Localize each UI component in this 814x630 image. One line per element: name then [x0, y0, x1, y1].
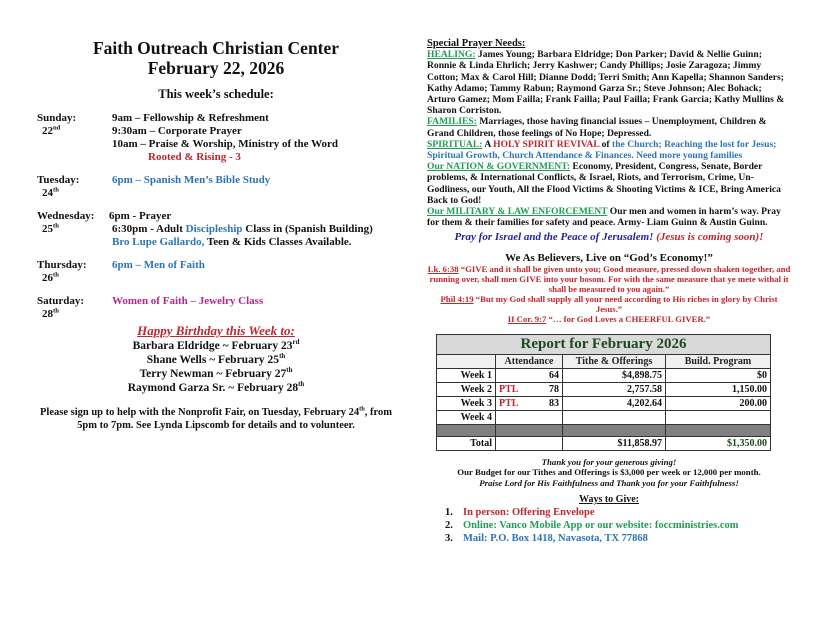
- prayer-families: FAMILIES: Marriages, those having financial issues – Unemployment, Children & Grand Children, those feelings of No Hope; Depressed.: [427, 116, 767, 139]
- schedule-line: 6pm – Men of Faith: [112, 259, 205, 271]
- schedule-thursday: [30, 259, 402, 285]
- day-date: 28th: [42, 307, 59, 320]
- day-date: 25th: [42, 222, 59, 235]
- schedule-line: 9am – Fellowship & Refreshment: [112, 112, 269, 124]
- report-header-row: [437, 354, 771, 368]
- day-date: 24th: [42, 186, 59, 199]
- prayer-nation: Our NATION & GOVERNMENT: Economy, President, Congress, Senate, Border problems, & International Conflicts, & Israel, Riots, and Terrorism, Crime, Un-Godliness, our Youth, All the Flood Victims & Shooting Victims & ICE, Bring America Back to God!: [427, 161, 781, 206]
- birthday-item: Barbara Eldridge ~ February 23rd: [132, 339, 300, 352]
- way-item: 2. Online: Vanco Mobile App or our website: foccministries.com: [445, 519, 739, 531]
- schedule-series: Rooted & Rising - 3: [148, 151, 241, 163]
- birthday-list: [30, 339, 402, 395]
- weekly-schedule: [30, 112, 402, 321]
- table-row: [437, 410, 771, 424]
- build-cell: $0: [666, 368, 771, 382]
- prayer-heading: Special Prayer Needs:: [427, 38, 526, 49]
- day-name: Sunday:: [37, 112, 77, 124]
- day-name: Tuesday:: [37, 174, 80, 186]
- thanks-note: Thank you for your generous giving!: [541, 456, 677, 467]
- separator-row: [437, 424, 771, 436]
- column-header: Build. Program: [666, 354, 771, 368]
- attendance-cell: [496, 410, 563, 424]
- tithe-cell: 4,202.64: [563, 396, 666, 410]
- column-header: Attendance: [496, 354, 563, 368]
- week-cell: Week 1: [437, 368, 496, 382]
- ways-list: [445, 506, 791, 545]
- attendance-cell: PTL 83: [496, 396, 563, 410]
- build-cell: [666, 410, 771, 424]
- church-name: Faith Outreach Christian Center: [92, 38, 340, 58]
- schedule-line: 6pm - Prayer: [109, 210, 172, 222]
- build-cell: 200.00: [666, 396, 771, 410]
- schedule-line: 9:30am – Corporate Prayer: [112, 125, 242, 137]
- column-header: [437, 354, 496, 368]
- day-date: 26th: [42, 271, 59, 284]
- week-cell: Week 4: [437, 410, 496, 424]
- scripture-cor: II Cor. 9:7 “… for God Loves a CHEERFUL GIVER.”: [507, 313, 711, 324]
- way-item: 3. Mail: P.O. Box 1418, Navasota, TX 77868: [445, 532, 648, 544]
- schedule-line: 6pm – Spanish Men’s Bible Study: [112, 174, 271, 186]
- way-item: 1. In person: Offering Envelope: [445, 506, 595, 518]
- schedule-sunday: [30, 112, 402, 164]
- day-name: Thursday:: [37, 259, 87, 271]
- week-cell: Week 3: [437, 396, 496, 410]
- economy-heading: We As Believers, Live on “God’s Economy!”: [505, 251, 713, 264]
- day-date: 22nd: [42, 124, 61, 137]
- attendance-cell: PTL 78: [496, 382, 563, 396]
- day-name: Wednesday:: [37, 210, 95, 222]
- birthday-item: Terry Newman ~ February 27th: [139, 367, 293, 380]
- total-label: Total: [437, 436, 496, 450]
- report-title: Report for February 2026: [437, 334, 771, 354]
- total-attendance: [496, 436, 563, 450]
- prayer-healing: HEALING: James Young; Barbara Eldridge; Don Parker; David & Nellie Guinn; Ronnie & Linda Ehrlich; Jerry Kashwer; Candy Phillips; Josie Zaragoza; Jimmy Cotton; Max & Carol Hill; Dianne Dodd; Terri Smith; Ann Kapella; Shannon Sanders; Kathy Adamo; Tammy Rabun; Raymond Garza Sr.; Steve Johnson; Alec Bohack; Arturo Gamez; Mom Failla; Frank Failla; Paul Failla; Frank Garcia; Kathy Mullins & Sharon Corriston.: [427, 49, 785, 117]
- tithe-cell: $4,898.75: [563, 368, 666, 382]
- schedule-line: Bro Lupe Gallardo, Teen & Kids Classes Available.: [112, 236, 352, 248]
- nonprofit-fair-notice: Please sign up to help with the Nonprofit Fair, on Tuesday, February 24th, from 5pm to 7pm. See Lynda Lipscomb for details and to volunteer.: [40, 405, 392, 431]
- schedule-line: 6:30pm - Adult Discipleship Class in (Spanish Building): [112, 223, 373, 235]
- bulletin-date: February 22, 2026: [147, 58, 285, 78]
- total-row: [437, 436, 771, 450]
- schedule-wednesday: [30, 210, 402, 249]
- report-table: [436, 334, 771, 451]
- day-name: Saturday:: [37, 295, 85, 307]
- table-row: [437, 368, 771, 382]
- schedule-heading: This week’s schedule:: [158, 87, 274, 101]
- prayer-military: Our MILITARY & LAW ENFORCEMENT Our men and women in harm’s way. Pray for them & their families for safety and peace. Army- Liam Guinn & Austin Guinn.: [427, 206, 781, 229]
- schedule-line: 10am – Praise & Worship, Ministry of the Word: [112, 138, 339, 150]
- israel-prayer: Pray for Israel and the Peace of Jerusalem! (Jesus is coming soon)!: [454, 231, 764, 244]
- week-cell: Week 2: [437, 382, 496, 396]
- tithe-cell: 2,757.58: [563, 382, 666, 396]
- praise-note: Praise Lord for His Faithfulness and Thank you for your Faithfulness!: [479, 477, 739, 488]
- birthday-heading: Happy Birthday this Week to:: [137, 323, 295, 338]
- left-column: [30, 38, 402, 432]
- birthday-item: Raymond Garza Sr. ~ February 28th: [127, 381, 305, 394]
- ways-heading: Ways to Give:: [579, 494, 639, 506]
- schedule-saturday: [30, 295, 402, 321]
- prayer-spiritual: SPIRITUAL: A HOLY SPIRIT REVIVAL of the Church; Reaching the lost for Jesus; Spiritual Growth, Church Attendance & Finances. Need more young families: [427, 138, 777, 162]
- tithe-cell: [563, 410, 666, 424]
- budget-note: Our Budget for our Tithes and Offerings is $3,000 per week or 12,000 per month.: [457, 467, 761, 478]
- attendance-cell: 64: [496, 368, 563, 382]
- scripture-luke: Lk. 6:38 “GIVE and it shall be given unto you; Good measure, pressed down shaken together, and running over, shall men GIVE into your bosom. For with the same measure that ye mete withal it shall be measured to you again.”: [427, 263, 791, 294]
- table-row: [437, 396, 771, 410]
- birthday-item: Shane Wells ~ February 25th: [146, 353, 286, 366]
- right-column: [427, 38, 791, 545]
- table-row: [437, 382, 771, 396]
- scripture-phil: Phil 4:19 “But my God shall supply all your need according to His riches in glory by Christ Jesus.”: [440, 293, 778, 314]
- total-tithe: $11,858.97: [563, 436, 666, 450]
- schedule-line: Women of Faith – Jewelry Class: [112, 295, 264, 307]
- schedule-tuesday: [30, 174, 402, 200]
- build-cell: 1,150.00: [666, 382, 771, 396]
- total-build: $1,350.00: [666, 436, 771, 450]
- column-header: Tithe & Offerings: [563, 354, 666, 368]
